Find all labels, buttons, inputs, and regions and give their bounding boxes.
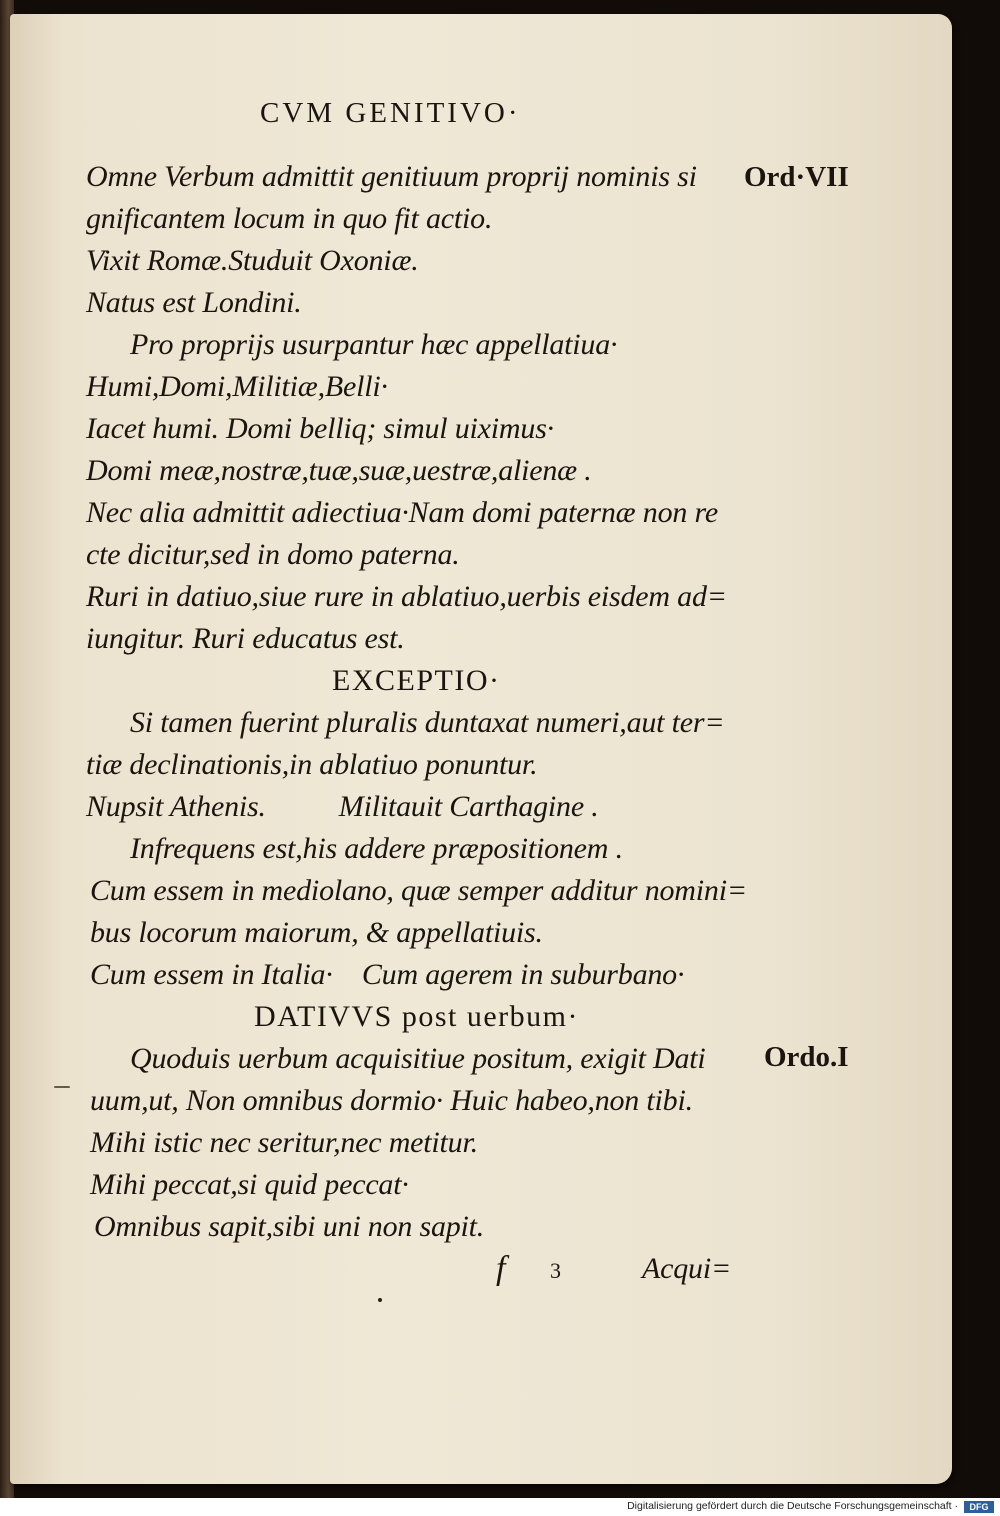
text-line: Cum essem in mediolano, quæ semper additur nomini= <box>90 874 747 907</box>
text-line: cte dicitur,sed in domo paterna. <box>86 538 460 571</box>
section-heading-exceptio: EXCEPTIO· <box>332 664 501 697</box>
text-line: Cum essem in Italia· Cum agerem in suburbano· <box>90 958 685 991</box>
text-line: Domi meæ,nostræ,tuæ,suæ,uestræ,alienæ . <box>86 454 592 487</box>
text-line: Nupsit Athenis. Militauit Carthagine . <box>86 790 599 823</box>
text-line: uum,ut, Non omnibus dormio· Huic habeo,non tibi. <box>90 1084 693 1117</box>
margin-note-ordo-i: Ordo.I <box>764 1041 849 1073</box>
text-line: tiæ declinationis,in ablatiuo ponuntur. <box>86 748 538 781</box>
footer-credit: Digitalisierung gefördert durch die Deutsche Forschungsgemeinschaft · <box>627 1500 958 1512</box>
text-line: Natus est Londini. <box>86 286 302 319</box>
text-line: Humi,Domi,Militiæ,Belli· <box>86 370 388 403</box>
text-line: Pro proprijs usurpantur hæc appellatiua· <box>130 328 618 361</box>
text-line: Quoduis uerbum acquisitiue positum, exigit Dati <box>130 1042 706 1075</box>
text-line: bus locorum maiorum, & appellatiuis. <box>90 916 543 949</box>
text-line: Iacet humi. Domi belliq; simul uiximus· <box>86 412 554 445</box>
signature-number: 3 <box>550 1258 563 1283</box>
margin-mark <box>54 1086 70 1088</box>
text-line: Mihi istic nec seritur,nec metitur. <box>90 1126 478 1159</box>
catchword: Acqui= <box>642 1252 732 1285</box>
text-line: Infrequens est,his addere præpositionem . <box>130 832 623 865</box>
text-line: Omne Verbum admittit genitiuum proprij nominis si <box>86 160 697 193</box>
signature-mark: f <box>496 1250 506 1287</box>
text-line: Omnibus sapit,sibi uni non sapit. <box>94 1210 485 1243</box>
text-line: iungitur. Ruri educatus est. <box>86 622 405 655</box>
text-line: gnificantem locum in quo fit actio. <box>86 202 493 235</box>
text-line: Si tamen fuerint pluralis duntaxat numeri,aut ter= <box>130 706 725 739</box>
dfg-logo-icon: DFG <box>964 1501 994 1513</box>
book-page <box>10 14 952 1484</box>
text-line: Nec alia admittit adiectiua·Nam domi paternæ non re <box>86 496 718 529</box>
margin-note-ord-vii: Ord·VII <box>744 161 849 193</box>
digitization-footer <box>0 1498 1000 1516</box>
section-heading-dativus: DATIVVS post uerbum· <box>254 1000 579 1033</box>
ink-speck <box>378 1298 382 1302</box>
running-header: CVM GENITIVO· <box>260 97 521 129</box>
text-line: Vixit Romæ.Studuit Oxoniæ. <box>86 244 419 277</box>
text-line: Mihi peccat,si quid peccat· <box>90 1168 409 1201</box>
text-line: Ruri in datiuo,siue rure in ablatiuo,uerbis eisdem ad= <box>86 580 727 613</box>
